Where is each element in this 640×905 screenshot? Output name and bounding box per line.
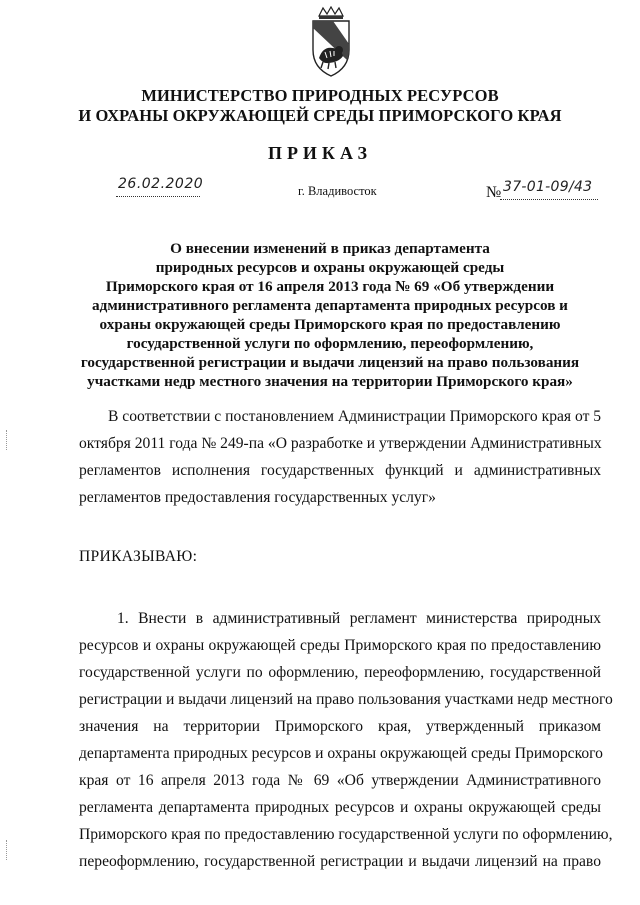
document-type-title: ПРИКАЗ bbox=[267, 143, 373, 163]
paragraph-line: Приморского края по предоставлению государственной услуги по оформлению, bbox=[79, 826, 613, 843]
paragraph-line: 1. Внести в административный регламент министерства природных bbox=[117, 610, 601, 627]
subject-line: охраны окружающей среды Приморского края по предоставлению bbox=[99, 316, 561, 333]
subject-line: участками недр местного значения на территории Приморского края» bbox=[87, 373, 573, 390]
date-underline bbox=[116, 196, 200, 197]
subject-line: государственной регистрации и выдачи лицензий на право пользования bbox=[80, 354, 580, 371]
document-date: 26.02.2020 bbox=[118, 176, 204, 192]
coat-of-arms-emblem bbox=[299, 6, 363, 80]
document-number-label: № bbox=[486, 184, 502, 201]
order-item-1 bbox=[79, 605, 613, 875]
document-number: 37-01-09/43 bbox=[503, 179, 593, 195]
paragraph-line: края от 16 апреля 2013 года № 69 «Об утверждении Административного bbox=[79, 772, 601, 789]
scan-margin-mark bbox=[6, 840, 9, 860]
scan-margin-mark bbox=[6, 430, 9, 450]
order-directive-word: ПРИКАЗЫВАЮ: bbox=[79, 548, 198, 565]
paragraph-line: государственной услуги по оформлению, переоформлению, государственной bbox=[79, 664, 601, 681]
paragraph-line: значения на территории Приморского края, утвержденный приказом bbox=[79, 718, 601, 735]
document-subject bbox=[60, 239, 600, 391]
document-city: г. Владивосток bbox=[298, 184, 377, 198]
subject-line: природных ресурсов и охраны окружающей среды bbox=[155, 259, 505, 276]
ministry-name-line2: И ОХРАНЫ ОКРУЖАЮЩЕЙ СРЕДЫ ПРИМОРСКОГО КРАЯ bbox=[78, 106, 562, 125]
preamble-paragraph bbox=[79, 403, 601, 511]
subject-line: О внесении изменений в приказ департамента bbox=[170, 240, 490, 257]
subject-line: Приморского края от 16 апреля 2013 года № 69 «Об утверждении bbox=[105, 278, 555, 295]
paragraph-line: регламента департамента природных ресурсов и охраны окружающей среды bbox=[79, 799, 601, 816]
paragraph-line: октября 2011 года № 249-па «О разработке и утверждении Административных bbox=[79, 435, 602, 452]
paragraph-line: регистрации и выдачи лицензий на право пользования участками недр местного bbox=[79, 691, 613, 708]
paragraph-line: регламентов исполнения государственных функций и административных bbox=[79, 462, 601, 479]
paragraph-line: переоформлению, государственной регистрации и выдачи лицензий на право bbox=[79, 853, 601, 870]
paragraph-line: департамента природных ресурсов и охраны окружающей среды Приморского bbox=[79, 745, 603, 762]
subject-line: государственной услуги по оформлению, переоформлению, bbox=[126, 335, 534, 352]
paragraph-line: регламентов предоставления государственных услуг» bbox=[79, 489, 436, 506]
paragraph-line: ресурсов и охраны окружающей среды Приморского края по предоставлению bbox=[79, 637, 601, 654]
paragraph-line: В соответствии с постановлением Администрации Приморского края от 5 bbox=[108, 408, 602, 425]
subject-line: административного регламента департамента природных ресурсов и bbox=[92, 297, 568, 314]
number-underline bbox=[500, 199, 598, 200]
ministry-name-line1: МИНИСТЕРСТВО ПРИРОДНЫХ РЕСУРСОВ bbox=[141, 86, 499, 105]
